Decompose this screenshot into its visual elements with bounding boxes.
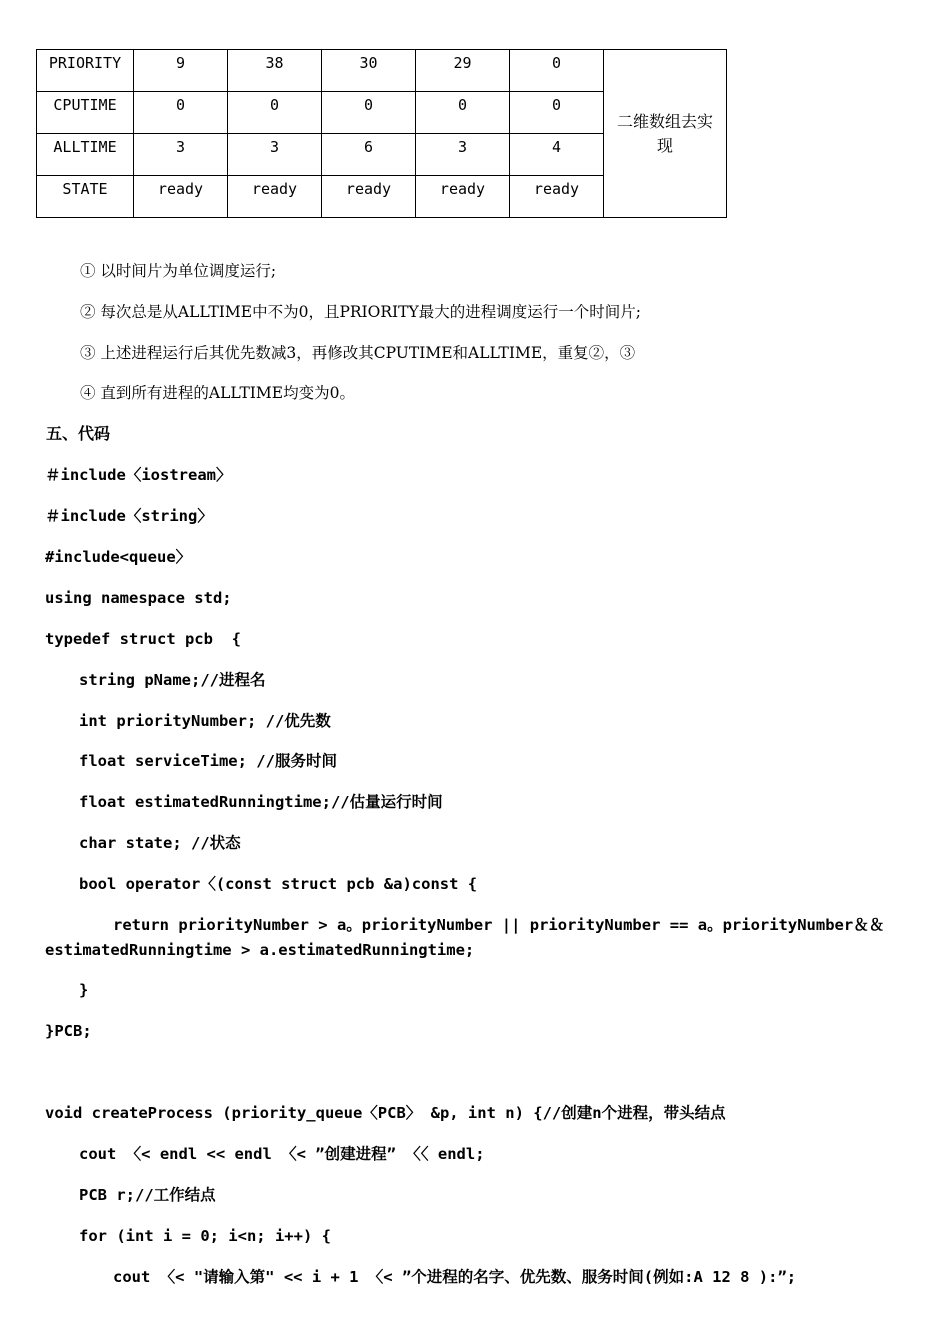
code-line: estimatedRunningtime > a.estimatedRunningtime; xyxy=(45,941,475,959)
table-cell: 0 xyxy=(228,92,322,134)
code-line: typedef struct pcb { xyxy=(45,630,241,648)
table-cell: 0 xyxy=(510,50,604,92)
code-line: }PCB; xyxy=(45,1022,92,1040)
table-cell: 29 xyxy=(416,50,510,92)
code-line: ＃include〈string〉 xyxy=(45,507,213,525)
table-cell: 0 xyxy=(416,92,510,134)
code-line: using namespace std; xyxy=(45,589,232,607)
table-cell: 3 xyxy=(134,134,228,176)
table-cell: 4 xyxy=(510,134,604,176)
table-cell: 3 xyxy=(228,134,322,176)
code-line: PCB r;//工作结点 xyxy=(79,1186,216,1204)
table-note: 二维数组去实现 xyxy=(604,50,727,218)
table-cell: 0 xyxy=(322,92,416,134)
table-cell: 0 xyxy=(510,92,604,134)
table-cell: 38 xyxy=(228,50,322,92)
table-cell: ready xyxy=(510,176,604,218)
row-label: PRIORITY xyxy=(37,50,134,92)
step-item: ③ 上述进程运行后其优先数减3，再修改其CPUTIME和ALLTIME，重复②，③ xyxy=(80,344,636,362)
table-row xyxy=(37,50,727,92)
table-cell: 0 xyxy=(134,92,228,134)
table-cell: 9 xyxy=(134,50,228,92)
code-line: void createProcess (priority_queue〈PCB〉 &p, int n) {//创建n个进程，带头结点 xyxy=(45,1104,726,1122)
code-line: cout 〈< endl << endl 〈< ”创建进程” 〈〈 endl; xyxy=(79,1145,485,1163)
table-cell: ready xyxy=(228,176,322,218)
section-heading: 五、代码 xyxy=(46,424,111,443)
code-line: int priorityNumber; //优先数 xyxy=(79,712,331,730)
pcb-table xyxy=(36,49,727,218)
row-label: CPUTIME xyxy=(37,92,134,134)
code-line: float estimatedRunningtime;//估量运行时间 xyxy=(79,793,443,811)
code-line: string pName;//进程名 xyxy=(79,671,266,689)
step-item: ② 每次总是从ALLTIME中不为0，且PRIORITY最大的进程调度运行一个时间片; xyxy=(80,303,641,321)
table-cell: ready xyxy=(322,176,416,218)
code-line: for (int i = 0; i<n; i++) { xyxy=(79,1227,331,1245)
code-line: float serviceTime; //服务时间 xyxy=(79,752,337,770)
table-cell: 3 xyxy=(416,134,510,176)
code-line: bool operator〈(const struct pcb &a)const { xyxy=(79,875,478,893)
row-label: ALLTIME xyxy=(37,134,134,176)
code-line: return priorityNumber > a。priorityNumber || priorityNumber == a。priorityNumber＆＆ xyxy=(113,916,885,934)
step-item: ④ 直到所有进程的ALLTIME均变为0。 xyxy=(80,384,355,402)
table-cell: 30 xyxy=(322,50,416,92)
code-line: char state; //状态 xyxy=(79,834,241,852)
table-cell: ready xyxy=(134,176,228,218)
step-item: ① 以时间片为单位调度运行; xyxy=(80,262,277,280)
table-cell: 6 xyxy=(322,134,416,176)
code-line: ＃include〈iostream〉 xyxy=(45,466,232,484)
code-line: cout 〈< "请输入第" << i + 1 〈< ”个进程的名字、优先数、服务时间(例如:A 12 8 ):”; xyxy=(113,1268,797,1286)
table-cell: ready xyxy=(416,176,510,218)
code-line: } xyxy=(79,981,89,999)
row-label: STATE xyxy=(37,176,134,218)
code-line: #include<queue〉 xyxy=(45,548,192,566)
